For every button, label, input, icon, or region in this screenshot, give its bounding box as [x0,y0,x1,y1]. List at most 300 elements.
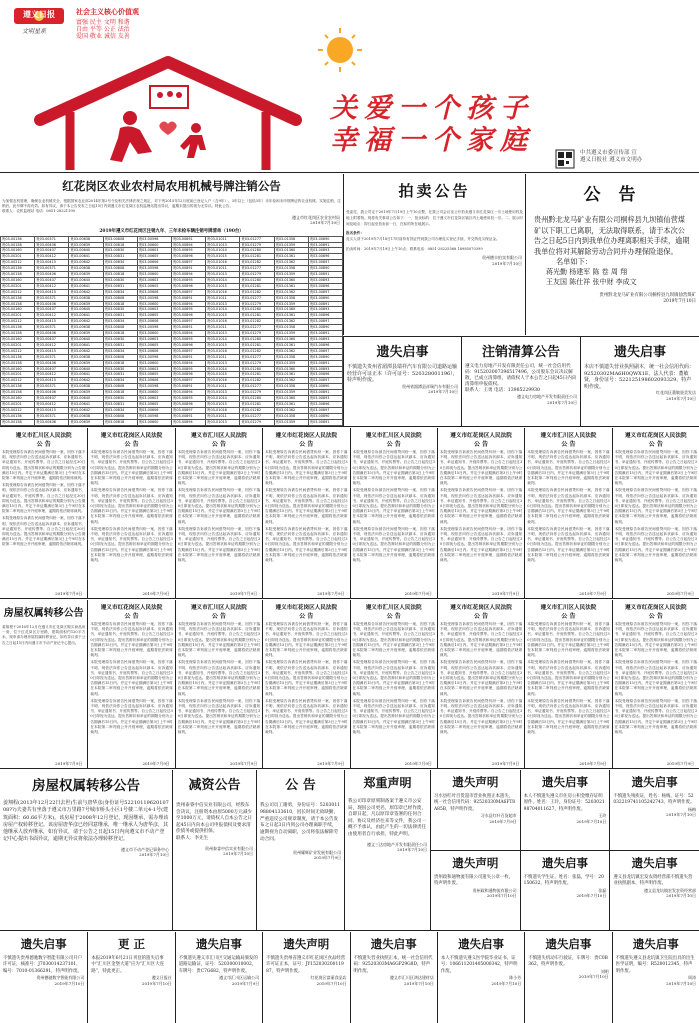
court-body: 本院受理原告诉被告民间借贷纠纷一案，因你下落不明，现依法向你公告送达起诉状副本、应诉通知书、举证通知书、开庭传票等。自公告之日起经过30日即视为送达。提出答辩状和举证的期限分别为公告期满后15日内。并定于举证期满后第3日上午9时在本院第二审判庭公开开庭审理，逾期将依法缺席裁判。 [352,660,435,696]
plate-cell: 贵03-01358 [274,384,308,390]
lost-2-body: 本店不慎遗失营业执照副本，统一社会信用代码：92520302MA6H0QWX1E，法人代表：董敏贤，身份证号：522125198602093329，特声明作废。 [584,364,695,390]
court-heading: 公 告 [474,613,489,620]
court-date: 2019年7月9日 [666,760,694,766]
court-body: 本院受理原告诉被告民间借贷纠纷一案，因你下落不明，现依法向你公告送达起诉状副本、应诉通知书、举证通知书、开庭传票等。自公告之日起经过30日即视为送达。提出答辩状和举证的期限分别为公告期满后15日内。并定于举证期满后第3日上午9时在本院第二审判庭公开开庭审理，逾期将依法缺席裁判。 [90,450,173,486]
plate-cell: 贵03-01361 [274,254,308,260]
plate-cell: 贵03-00896 [308,313,342,319]
plate-cell: 贵03-00406 [35,242,69,248]
plate-cell: 贵03-00897 [171,378,205,384]
plate-cell: 贵03-01011 [206,354,240,360]
zheng-issuer: 遵义三达房地产开发有限责任公司 [367,841,427,847]
gongao-notice [256,770,344,930]
plate-cell: 贵03-00412 [35,254,69,260]
plate-cell: 贵03-00891 [308,390,342,396]
court-notice [524,600,611,768]
reduce-body: 贵州泰睿中信实业有限公司，经股东会决议，注册资本由原5000万元减少至1000万元，请债权人自本公告之日起45日内向本公司申报债权及要求清偿债务或提供担保。 [176,803,253,835]
plate-cell: 贵03-00897 [308,319,342,325]
notices-bot7-date: 2019年7月10日 [578,974,609,980]
court-date: 2019年7月9日 [229,590,258,596]
bottom-notices-row [0,932,699,1023]
plate-cell: 贵03-00606 [137,260,171,266]
plate-cell: 贵03-00818 [103,360,137,366]
court-date: 2019年7月9日 [491,760,520,766]
notices-bot5-body: 不慎遗失营业执照正本，统一社会信用代码：92520303MA6GP29G8D，特声明作废。 [353,956,433,974]
plate-cell: 贵03-00891 [308,272,342,278]
zheng-body: 我公司印章原刻制备案于遵义市公安局，现因公司更名，原印章已经作废，自即日起，凡以原印章签署的任何合同、协议及经济往来等文件，我公司一概不予承认，由此产生的一切法律责任由使用者自行承担，特此声明。 [348,799,427,837]
plate-cell: 贵03-00606 [137,407,171,413]
court-body: 本院受理原告诉被告民间借贷纠纷一案，因你下落不明，现依法向你公告送达起诉状副本、应诉通知书、举证通知书、开庭传票等。自公告之日起经过30日即视为送达。提出答辩状和举证的期限分别为公告期满后15日内。并定于举证期满后第3日上午9时在本院第二审判庭公开开庭审理，逾期将依法缺席裁判。 [90,698,173,735]
credit-2: 遵义日报社 [580,157,608,163]
plate-cell: 贵03-00897 [308,289,342,295]
plate-cell: 贵03-01282 [240,319,274,325]
notices-sm2-date: 2019年7月10日 [576,818,607,824]
notices-bot5-issuer: 遵义市汇川区鸿达建材店 [389,975,434,981]
plates-notice-title: 红花岗区农业农村局农用机械号牌注销公告 [62,179,281,193]
plate-cell: 贵03-00603 [137,307,171,313]
lost-1-date: 2019年7月10日 [428,389,458,395]
court-name: 遵义市红花岗区人民法院 [450,433,512,439]
gongao-date: 2019年7月9日 [313,855,341,861]
plates-notice-issuer: 遵义市红花岗区农业农村局 [292,214,340,220]
mining-names-label: 名单如下： [556,257,592,266]
plate-cell: 贵03-01362 [274,319,308,325]
notices-sm6-date: 2019年7月10日 [666,893,696,899]
auction-section-1: 报名条件： [346,231,364,235]
plate-cell: 贵03-00158 [1,301,35,307]
plate-cell: 贵03-00371 [35,325,69,331]
notices-bot6-body: 本人不慎遗失遵义医学院毕业证书，证号：106611201405000342，特声明作废。 [440,956,518,974]
notices-sm1-date: 2019年7月9日 [489,818,517,824]
plate-cell: 贵03-00830 [103,248,137,254]
notices-bot8-body: 不慎遗失遵义县龙坑镇卫生院出具的出生医学证明，编号：R520012345，特声明作废。 [615,956,695,974]
plates-notice [0,174,343,426]
lost-1-title: 遗失启事 [376,345,429,360]
plate-cell: 贵03-01016 [206,319,240,325]
plate-cell: 贵03-00603 [137,277,171,283]
court-notice [0,428,87,598]
court-name: 遵义市红花岗区人民法院 [625,605,687,611]
plate-cell: 贵03-01361 [274,342,308,348]
notices-bot4-issuer: 红花岗区富丽食品店 [310,975,347,981]
plate-cell: 贵03-00831 [103,283,137,289]
plate-cell: 贵03-00598 [137,413,171,419]
plate-cell: 贵03-00639 [69,242,103,248]
plate-cell: 贵03-00136 [1,295,35,301]
plate-cell: 贵03-01011 [206,266,240,272]
lost-1-issuer: 贵州省湄潭县祥瑞汽车有限公司 [402,383,458,389]
plate-cell: 贵03-00212 [1,319,35,325]
court-name: 遵义市汇川区人民法院 [365,433,422,439]
court-body: 本院受理原告诉被告民间借贷纠纷一案，因你下落不明，现依法向你公告送达起诉状副本、应诉通知书、举证通知书、开庭传票等。自公告之日起经过30日即视为送达。提出答辩状和举证的期限分别为公告期满后15日内。并定于举证期满后第3日上午9时在本院第二审判庭公开开庭审理，逾期将依法缺席裁判。 [439,698,523,735]
court-notice [350,428,437,598]
plate-cell: 贵03-00640 [69,337,103,343]
plate-cell: 贵03-00831 [103,313,137,319]
cancel-notice [461,337,580,426]
plate-cell: 贵03-01014 [206,396,240,402]
plate-cell: 贵03-00641 [69,254,103,260]
court-body: 本院受理原告诉被告民间借贷纠纷一案，因你下落不明，现依法向你公告送达起诉状副本、应诉通知书、举证通知书、开庭传票等。自公告之日起经过30日即视为送达。提出答辩状和举证的期限分别为公告期满后15日内。并定于举证期满后第3日上午9时在本院第二审判庭公开开庭审理，逾期将依法缺席裁判。 [177,698,261,735]
plate-cell: 贵03-00412 [35,372,69,378]
plate-cell: 贵03-00897 [171,289,205,295]
plate-cell: 贵03-00896 [171,254,205,260]
plate-cell: 贵03-01279 [240,419,274,425]
plate-cell: 贵03-00639 [69,419,103,425]
plate-cell: 贵03-01279 [240,272,274,278]
court-body: 本院受理原告诉被告民间借贷纠纷一案，因你下落不明，现依法向你公告送达起诉状副本、应诉通知书、举证通知书、开庭传票等。自公告之日起经过30日即视为送达。提出答辩状和举证的期限分别为公告期满后15日内。并定于举证期满后第3日上午9时在本院第二审判庭公开开庭审理，逾期将依法缺席裁判。 [614,450,697,486]
auction-section-2: 竞买人须于2019年7月18日17时前持有效证件到我公司办理竞买登记手续，并交纳竞买保证金。 [346,237,500,242]
court-body: 本院受理原告诉被告民间借贷纠纷一案，因你下落不明，现依法向你公告送达起诉状副本、应诉通知书、举证通知书、开庭传票等。自公告之日起经过30日即视为送达。提出答辩状和举证的期限分别为公告期满后15日内。并定于举证期满后第3日上午9时在本院第二审判庭公开开庭审理，逾期将依法缺席裁判。 [265,526,348,563]
court-date: 2019年7月9日 [579,590,607,596]
notices-sm5-issuer: 张磊 [598,887,607,893]
plate-cell: 贵03-00891 [308,331,342,337]
notices-bot1-body: 不慎遗失贵州德驰数字智能有限公司开户许可证，核准号：J7030014237101，编号：7010-01366291，特声明作废。 [3,956,83,974]
plate-cell: 贵03-00894 [171,390,205,396]
notices-bot2-body: 本报2019年6月21日刊登的遗失启事中“汇川区金堡大道”应为“汇川区大连路”，特此更正。 [91,956,164,974]
notices-bot3-title: 遗失启事 [195,937,242,951]
plate-cell: 贵03-00412 [35,313,69,319]
plate-cell: 贵03-01011 [206,295,240,301]
notices-bot2-date: 2019年7月10日 [141,980,172,986]
plate-cell: 贵03-00896 [171,342,205,348]
plate-cell: 贵03-00640 [69,307,103,313]
plate-cell: 贵03-00830 [103,307,137,313]
mining-issuer: 贵州黔北龙马矿业有限公司桐梓县九坝镇仙营煤矿 [599,293,696,298]
plate-cell: 贵03-00160 [1,337,35,343]
court-body: 本院受理原告诉被告民间借贷纠纷一案，因你下落不明，现依法向你公告送达起诉状副本、应诉通知书、举证通知书、开庭传票等。自公告之日起经过30日即视为送达。提出答辩状和举证的期限分别为公告期满后15日内。并定于举证期满后第3日上午9时在本院第二审判庭公开开庭审理，逾期将依法缺席裁判。 [439,660,523,696]
housing-date: 2019年7月10日 [139,852,169,858]
plates-table-title: 2019年遵义市红花岗区注销九年、三年未检车辆注销号牌清单（190台） [99,228,244,234]
court-heading: 公 告 [386,613,401,620]
plate-cell: 贵03-01360 [274,307,308,313]
plate-cell: 贵03-01013 [206,390,240,396]
plate-cell: 贵03-01277 [240,413,274,419]
plate-cell: 贵03-01282 [240,407,274,413]
plate-cell: 贵03-00603 [137,396,171,402]
court-body: 本院受理原告诉被告民间借贷纠纷一案，因你下落不明，现依法向你公告送达起诉状副本、应诉通知书、举证通知书、开庭传票等。自公告之日起经过30日即视为送达。提出答辩状和举证的期限分别为公告期满后15日内。并定于举证期满后第3日上午9时在本院第二审判庭公开开庭审理，逾期将依法缺席裁判。 [90,660,173,696]
plate-cell: 贵03-01359 [274,242,308,248]
plate-cell: 贵03-00160 [1,396,35,402]
plate-cell: 贵03-01011 [206,413,240,419]
plate-cell: 贵03-00893 [308,277,342,283]
plate-cell: 贵03-00640 [69,366,103,372]
plate-cell: 贵03-00891 [308,360,342,366]
plate-cell: 贵03-00808 [103,266,137,272]
court-notice [262,600,349,768]
plate-cell: 贵03-01360 [274,366,308,372]
plate-cell: 贵03-01361 [274,401,308,407]
plate-cell: 贵03-00598 [137,266,171,272]
row1-divider [0,426,699,427]
notices-bot6-issuer: 陈小芳 [509,975,522,981]
plate-cell: 贵03-01014 [206,248,240,254]
plate-cell: 贵03-00371 [35,413,69,419]
court-notice [612,600,699,768]
court-body: 本院受理原告诉被告民间借贷纠纷一案，因你下落不明，现依法向你公告送达起诉状副本、应诉通知书、举证通知书、开庭传票等。自公告之日起经过30日即视为送达。提出答辩状和举证的期限分别为公告期满后15日内。并定于举证期满后第3日上午9时在本院第二审判庭公开开庭审理，逾期将依法缺席裁判。 [352,526,435,563]
plate-cell: 贵03-00896 [308,254,342,260]
court-body: 本院受理原告诉被告民间借贷纠纷一案，因你下落不明，现依法向你公告送达起诉状副本、应诉通知书、举证通知书、开庭传票等。自公告之日起经过30日即视为送达。提出答辩状和举证的期限分别为公告期满后15日内。并定于举证期满后第3日上午9时在本院第二审判庭公开开庭审理，逾期将依法缺席裁判。 [352,488,435,524]
logo-subtitle: 文明星系 [22,28,47,35]
plate-cell: 贵03-00639 [69,301,103,307]
notices-bot7-issuer: 刘明 [600,968,609,974]
plate-cell: 贵03-00895 [171,307,205,313]
court-name: 遵义市汇川区人民法院 [190,433,247,439]
plate-cell: 贵03-00407 [35,337,69,343]
zheng-title: 郑重声明 [363,776,412,790]
notices-sm2-issuer: 王玲 [598,813,607,819]
plates-notice-body: 为加强农机管理，确保农业机械安全，根据国家农业部2014年第2号令及相关法律法规之规定，对下列2015年12月底前已登记入户（含9年）、3年以上（包括3年）未年检和未申领牌证的农业机械，实施注销，注销后，此号牌不再有效。如有异议，请于本公告发布之日起15日内到遵义市红花岗区农机监理站提出异议，逾期未提出的视为无异议。特此公告。 [2,199,341,209]
plate-cell: 贵03-00808 [103,236,137,242]
plate-cell: 贵03-00605 [137,372,171,378]
plate-cell: 贵03-01279 [240,390,274,396]
plate-cell: 贵03-00891 [308,419,342,425]
plate-cell: 贵03-00639 [69,390,103,396]
plate-cell: 贵03-00896 [308,342,342,348]
court-notice [175,428,262,598]
housing-title: 房屋权属转移公告 [32,778,140,794]
plate-cell: 贵03-01013 [206,331,240,337]
plate-cell: 贵03-00891 [171,295,205,301]
plate-cell: 贵03-00201 [1,283,35,289]
plate-cell: 贵03-00834 [103,348,137,354]
court-row2-first-title: 房屋权属转移公告 [3,608,84,619]
court-date: 2019年7月9日 [55,760,83,766]
court-body: 本院受理原告诉被告民间借贷纠纷一案，因你下落不明，现依法向你公告送达起诉状副本、应诉通知书、举证通知书、开庭传票等。自公告之日起经过30日即视为送达。提出答辩状和举证的期限分别为公告期满后15日内。并定于举证期满后第3日上午9时在本院第二审判庭公开开庭审理，逾期将依法缺席裁判。 [2,516,86,547]
row4-divider [0,930,699,931]
notices-bot8-date: 2019年7月10日 [666,980,696,986]
court-body: 本院受理原告诉被告民间借贷纠纷一案，因你下落不明，现依法向你公告送达起诉状副本、应诉通知书、举证通知书、开庭传票等。自公告之日起经过30日即视为送达。提出答辩状和举证的期限分别为公告期满后15日内。并定于举证期满后第3日上午9时在本院第二审判庭公开开庭审理，逾期将依法缺席裁判。 [177,488,261,524]
plate-cell: 贵03-01280 [240,307,274,313]
notices-sm1-body: 习水县红叶百货超市营业执照正本遗失，统一社会信用代码：92520330MA6FT8A85B，特声明作废。 [434,794,516,812]
court-row-2 [0,600,699,768]
plate-cell: 贵03-00896 [308,372,342,378]
plate-cell: 贵03-00640 [69,248,103,254]
plate-cell: 贵03-00642 [69,260,103,266]
plate-cell: 贵03-00896 [171,401,205,407]
plate-cell: 贵03-00642 [69,289,103,295]
court-body: 本院受理原告诉被告民间借贷纠纷一案，因你下落不明，现依法向你公告送达起诉状副本、应诉通知书、举证通知书、开庭传票等。自公告之日起经过30日即视为送达。提出答辩状和举证的期限分别为公告期满后15日内。并定于举证期满后第3日上午9时在本院第二审判庭公开开庭审理，逾期将依法缺席裁判。 [614,526,697,563]
court-body: 本院受理原告诉被告民间借贷纠纷一案，因你下落不明，现依法向你公告送达起诉状副本、应诉通知书、举证通知书、开庭传票等。自公告之日起经过30日即视为送达。提出答辩状和举证的期限分别为公告期满后15日内。并定于举证期满后第3日上午9时在本院第二审判庭公开开庭审理，逾期将依法缺席裁判。 [177,450,261,486]
plate-cell: 贵03-00406 [35,419,69,425]
housing-notice [0,770,172,930]
court-body: 本院受理原告诉被告民间借贷纠纷一案，因你下落不明，现依法向你公告送达起诉状副本、应诉通知书、举证通知书、开庭传票等。自公告之日起经过30日即视为送达。提出答辩状和举证的期限分别为公告期满后15日内。并定于举证期满后第3日上午9时在本院第二审判庭公开开庭审理，逾期将依法缺席裁判。 [177,526,261,563]
court-body: 本院受理原告诉被告民间借贷纠纷一案，因你下落不明，现依法向你公告送达起诉状副本、应诉通知书、举证通知书、开庭传票等。自公告之日起经过30日即视为送达。提出答辩状和举证的期限分别为公告期满后15日内。并定于举证期满后第3日上午9时在本院第二审判庭公开开庭审理，逾期将依法缺席裁判。 [527,450,610,486]
plate-cell: 贵03-00606 [137,378,171,384]
plate-cell: 贵03-00894 [171,360,205,366]
court-date: 2019年7月9日 [142,760,170,766]
court-notice [612,428,699,598]
plate-cell: 贵03-00638 [69,413,103,419]
plate-cell: 贵03-00415 [35,260,69,266]
court-body: 本院受理原告诉被告民间借贷纠纷一案，因你下落不明，现依法向你公告送达起诉状副本、应诉通知书、举证通知书、开庭传票等。自公告之日起经过30日即视为送达。提出答辩状和举证的期限分别为公告期满后15日内。并定于举证期满后第3日上午9时在本院第二审判庭公开开庭审理，逾期将依法缺席裁判。 [527,526,610,563]
plate-cell: 贵03-01359 [274,390,308,396]
plate-cell: 贵03-01282 [240,260,274,266]
gongao-title: 公 告 [285,778,316,793]
plate-cell: 贵03-00831 [103,254,137,260]
plate-cell: 贵03-01281 [240,254,274,260]
notices-bot2-box [87,932,174,1023]
plate-cell: 贵03-00158 [1,272,35,278]
notices-sm6-box [609,850,699,930]
cancel-date: 2019年7月10日 [547,399,577,405]
notices-sm4-date: 2019年7月10日 [486,893,517,899]
plate-cell: 贵03-00212 [1,348,35,354]
notices-sm2-body: 本人不慎遗失遵义市住房公积金缴存证明原件，姓名：王玲，身份证号：520302198704011627，特声明作废。 [523,794,605,812]
plate-cell: 贵03-00201 [1,342,35,348]
plate-cell: 贵03-00894 [171,272,205,278]
plate-cell: 贵03-00890 [308,384,342,390]
plate-cell: 贵03-01015 [206,401,240,407]
plate-cell: 贵03-00600 [137,242,171,248]
plate-cell: 贵03-01277 [240,236,274,242]
cancel-issuer: 遵义电力房地产开发有限责任公司 [517,394,577,399]
notices-sm1-issuer: 习水县红叶百货超市 [480,813,517,819]
plate-cell: 贵03-00158 [1,419,35,425]
notices-bot3-body: 不慎遗失遵义市汇川区交通运输局颁发的道路运输证，证号：520300010002，车牌号：贵C7G682，特声明作废。 [178,956,258,974]
plate-cell: 贵03-00371 [35,354,69,360]
plate-cell: 贵03-01014 [206,366,240,372]
plate-cell: 贵03-01360 [274,277,308,283]
court-date: 2019年7月9日 [404,590,432,596]
plate-cell: 贵03-00600 [137,272,171,278]
plate-cell: 贵03-00641 [69,313,103,319]
plate-cell: 贵03-00158 [1,242,35,248]
plate-cell: 贵03-00212 [1,260,35,266]
plate-cell: 贵03-00201 [1,372,35,378]
plate-cell: 贵03-01016 [206,260,240,266]
plate-cell: 贵03-00605 [137,254,171,260]
reduce-issuer: 贵州泰睿中信实业有限公司 [205,845,253,851]
plate-cell: 贵03-01359 [274,419,308,425]
plate-cell: 贵03-00412 [35,342,69,348]
notices-bot8-title: 遗失启事 [632,937,679,951]
plate-cell: 贵03-01279 [240,301,274,307]
mining-date: 2019年7月10日 [663,298,696,304]
notices-bot7-body: 不慎遗失机动车行驶证，车牌号：贵C0B362，特声明作废。 [528,956,608,968]
plate-cell: 贵03-00894 [171,301,205,307]
plate-cell: 贵03-01013 [206,419,240,425]
plate-cell: 贵03-00606 [137,348,171,354]
plate-cell: 贵03-00212 [1,378,35,384]
plate-cell: 贵03-00818 [103,301,137,307]
plate-cell: 贵03-00415 [35,348,69,354]
plate-cell: 贵03-00606 [137,319,171,325]
plate-cell: 贵03-00818 [103,242,137,248]
credit-4: 宣 [631,150,637,156]
notices-bot1-title: 遗失启事 [20,937,67,951]
auction-body: 受委托，我公司定于2019年7月19日上午10点整，在我公司会议室公开拍卖遵义市红花岗区一宗土地使用权及地上附着物。现将有关事项公告如下：一、拍卖标的：位于遵义市红花岗区辖区内土地使用权一宗。二、展示时间及地点：即日起至拍卖前一日，在标的所在地展示。 [346,210,523,226]
plate-cell: 贵03-00641 [69,372,103,378]
plate-cell: 贵03-00638 [69,266,103,272]
lost-2-date: 2019年7月10日 [666,395,696,401]
plate-cell: 贵03-00890 [308,325,342,331]
plate-cell: 贵03-00808 [103,384,137,390]
logo-text: 遵义日报 [23,9,55,19]
plate-cell: 贵03-00406 [35,272,69,278]
plate-cell: 贵03-00831 [103,372,137,378]
plate-cell: 贵03-00638 [69,384,103,390]
court-name: 遵义市红花岗区人民法院 [100,433,163,439]
notices-bot6-title: 遗失启事 [458,937,505,951]
plate-cell: 贵03-01358 [274,325,308,331]
plate-cell: 贵03-00201 [1,401,35,407]
plate-cell: 贵03-00890 [308,295,342,301]
plate-cell: 贵03-01011 [206,236,240,242]
notices-bot4-title: 遗失声明 [283,937,330,951]
notices-bot7-title: 遗失启事 [545,937,592,951]
core-values-1: 富强 民主 文明 和谐 [76,19,130,26]
plate-cell: 贵03-00407 [35,307,69,313]
notices-bot2-issuer: 遵义日报社 [151,975,172,981]
notices-sm1-title: 遗失声明 [452,775,499,789]
plate-cell: 贵03-00406 [35,360,69,366]
plate-cell: 贵03-01013 [206,301,240,307]
court-heading: 公 告 [561,613,576,620]
lost-2-title: 遗失启事 [613,345,666,360]
court-heading: 公 告 [211,613,226,620]
plate-cell: 贵03-00201 [1,313,35,319]
plate-cell: 贵03-00891 [171,325,205,331]
plate-cell: 贵03-00412 [35,283,69,289]
notices-bot1-date: 2019年7月10日 [54,980,85,986]
plate-cell: 贵03-00896 [171,372,205,378]
credit-1: 中共遵义市委宣传部 [580,150,630,156]
plate-cell: 贵03-00406 [35,331,69,337]
court-body: 本院受理原告诉被告民间借贷纠纷一案，因你下落不明，现依法向你公告送达起诉状副本、应诉通知书、举证通知书、开庭传票等。自公告之日起经过30日即视为送达。提出答辩状和举证的期限分别为公告期满后15日内。并定于举证期满后第3日上午9时在本院第二审判庭公开开庭审理，逾期将依法缺席裁判。 [2,450,86,481]
court-body: 本院受理原告诉被告民间借贷纠纷一案，因你下落不明，现依法向你公告送达起诉状副本、应诉通知书、举证通知书、开庭传票等。自公告之日起经过30日即视为送达。提出答辩状和举证的期限分别为公告期满后15日内。并定于举证期满后第3日上午9时在本院第二审判庭公开开庭审理，逾期将依法缺席裁判。 [265,488,348,524]
plate-cell: 贵03-00136 [1,325,35,331]
plate-cell: 贵03-01279 [240,360,274,366]
court-body: 本院受理原告诉被告民间借贷纠纷一案，因你下落不明，现依法向你公告送达起诉状副本、应诉通知书、举证通知书、开庭传票等。自公告之日起经过30日即视为送达。提出答辩状和举证的期限分别为公告期满后15日内。并定于举证期满后第3日上午9时在本院第二审判庭公开开庭审理，逾期将依法缺席裁判。 [352,698,435,735]
plate-cell: 贵03-00834 [103,378,137,384]
plate-cell: 贵03-01016 [206,407,240,413]
plate-cell: 贵03-00600 [137,331,171,337]
auction-date: 2019年7月10日 [492,260,522,266]
court-notice [437,428,524,598]
court-body: 本院受理原告诉被告民间借贷纠纷一案，因你下落不明，现依法向你公告送达起诉状副本、应诉通知书、举证通知书、开庭传票等。自公告之日起经过30日即视为送达。提出答辩状和举证的期限分别为公告期满后15日内。并定于举证期满后第3日上午9时在本院第二审判庭公开开庭审理，逾期将依法缺席裁判。 [614,698,697,735]
court-notice [87,600,174,768]
court-body: 本院受理原告诉被告民间借贷纠纷一案，因你下落不明，现依法向你公告送达起诉状副本、应诉通知书、举证通知书、开庭传票等。自公告之日起经过30日即视为送达。提出答辩状和举证的期限分别为公告期满后15日内。并定于举证期满后第3日上午9时在本院第二审判庭公开开庭审理，逾期将依法缺席裁判。 [265,660,348,696]
plate-cell: 贵03-01280 [240,277,274,283]
court-heading: 公 告 [36,441,51,448]
court-notice [350,600,437,768]
plate-cell: 贵03-00603 [137,366,171,372]
plate-cell: 贵03-00605 [137,401,171,407]
plate-cell: 贵03-01362 [274,260,308,266]
court-body: 本院受理原告诉被告民间借贷纠纷一案，因你下落不明，现依法向你公告送达起诉状副本、应诉通知书、举证通知书、开庭传票等。自公告之日起经过30日即视为送达。提出答辩状和举证的期限分别为公告期满后15日内。并定于举证期满后第3日上午9时在本院第二审判庭公开开庭审理，逾期将依法缺席裁判。 [265,698,348,735]
notices-sm3-body: 不慎遗失残疾证，姓名：杨梅，证号：52032219741105242743，特声明作废。 [613,794,695,806]
plate-cell: 贵03-00412 [35,401,69,407]
notices-bot4-date: 2019年7月10日 [316,980,347,986]
plate-cell: 贵03-01279 [240,331,274,337]
plate-cell: 贵03-00605 [137,283,171,289]
plate-cell: 贵03-00895 [171,337,205,343]
notices-sm3-box [609,770,699,850]
plate-cell: 贵03-00890 [308,266,342,272]
mining-title: 公 告 [583,185,642,205]
lost-2-issuer: 红花岗区董敏贤美发店 [656,390,696,396]
court-date: 2019年7月9日 [491,590,520,596]
zheng-notice [344,770,430,930]
plate-cell: 贵03-00415 [35,319,69,325]
plate-cell: 贵03-01014 [206,277,240,283]
plate-cell: 贵03-01359 [274,331,308,337]
plate-cell: 贵03-00639 [69,331,103,337]
court-body: 本院受理原告诉被告民间借贷纠纷一案，因你下落不明，现依法向你公告送达起诉状副本、应诉通知书、举证通知书、开庭传票等。自公告之日起经过30日即视为送达。提出答辩状和举证的期限分别为公告期满后15日内。并定于举证期满后第3日上午9时在本院第二审判庭公开开庭审理，逾期将依法缺席裁判。 [439,450,523,486]
plate-cell: 贵03-00158 [1,360,35,366]
plate-cell: 贵03-00893 [308,248,342,254]
plate-cell: 贵03-01281 [240,342,274,348]
court-name: 遵义市汇川区人民法院 [540,605,597,611]
